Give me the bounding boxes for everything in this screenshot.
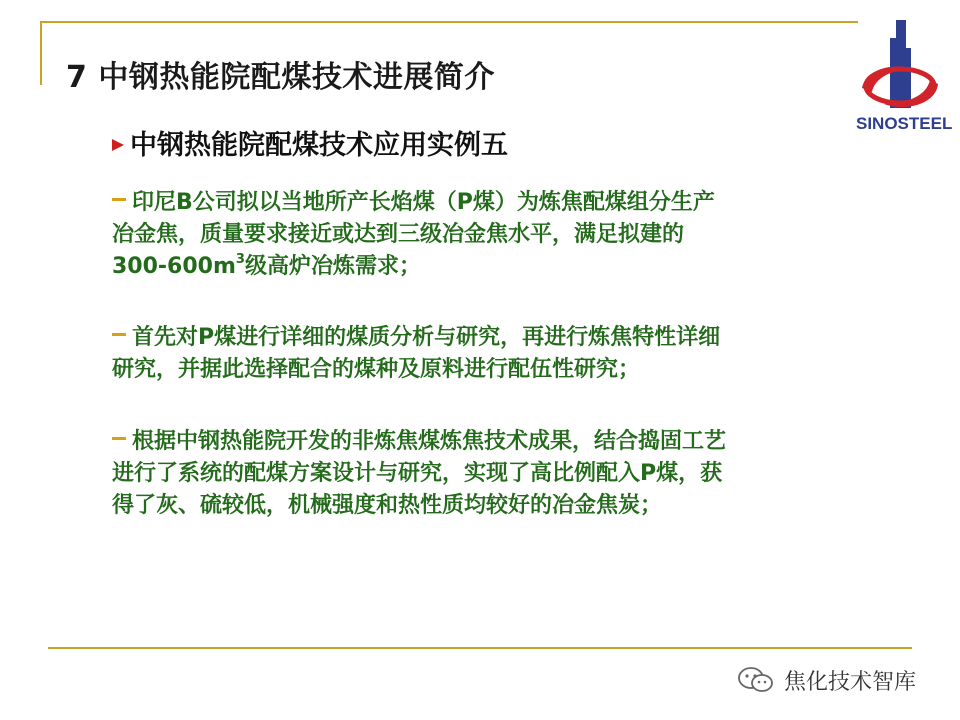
- top-rule: [40, 21, 858, 23]
- bullet-text: 级高炉冶炼需求；: [244, 254, 421, 279]
- bullet-text: 得了灰、硫较低，机械强度和热性质均较好的冶金焦炭；: [112, 493, 663, 518]
- superscript: 3: [235, 252, 245, 267]
- bullet-line: [112, 251, 872, 283]
- bullet-text: 印尼B公司拟以当地所产长焰煤（P煤）为炼焦配煤组分生产: [132, 190, 715, 215]
- watermark-text: 焦化技术智库: [784, 669, 917, 695]
- sinosteel-logo: [856, 18, 953, 138]
- bullet-1: [112, 187, 872, 283]
- bullet-line: [112, 458, 872, 490]
- bullet-text: 根据中钢热能院开发的非炼焦煤炼焦技术成果，结合捣固工艺: [132, 429, 727, 454]
- bullet-line: [112, 219, 872, 251]
- page-title: 7 中钢热能院配煤技术进展简介: [66, 60, 495, 95]
- bullet-text: 冶金焦，质量要求接近或达到三级冶金焦水平，满足拟建的: [112, 222, 685, 247]
- bullet-text: 研究，并据此选择配合的煤种及原料进行配伍性研究；: [112, 357, 641, 382]
- bullet-line: [112, 426, 872, 458]
- bullet-line: [112, 490, 872, 522]
- bottom-rule: [48, 647, 912, 649]
- bullet-3: [112, 426, 872, 522]
- bullet-text: 进行了系统的配煤方案设计与研究，实现了高比例配入P煤，获: [112, 461, 723, 486]
- bullet-text: 首先对P煤进行详细的煤质分析与研究，再进行炼焦特性详细: [132, 325, 721, 350]
- left-rule: [40, 21, 42, 85]
- bullet-line: [112, 354, 872, 386]
- bullet-text: 300-600m: [112, 254, 236, 279]
- wechat-icon: [736, 665, 776, 695]
- dash-bullet-icon: [112, 437, 126, 440]
- subtitle-text: 中钢热能院配煤技术应用实例五: [130, 130, 508, 161]
- bullet-line: [112, 187, 872, 219]
- logo-emblem-icon: [856, 18, 944, 118]
- bullet-line: [112, 322, 872, 354]
- wechat-watermark: [736, 664, 916, 696]
- logo-wordmark: SINOSTEEL: [856, 114, 953, 133]
- dash-bullet-icon: [112, 198, 126, 201]
- section-subtitle: [112, 123, 508, 162]
- bullet-2: [112, 322, 872, 386]
- triangle-bullet-icon: [112, 139, 124, 151]
- dash-bullet-icon: [112, 333, 126, 336]
